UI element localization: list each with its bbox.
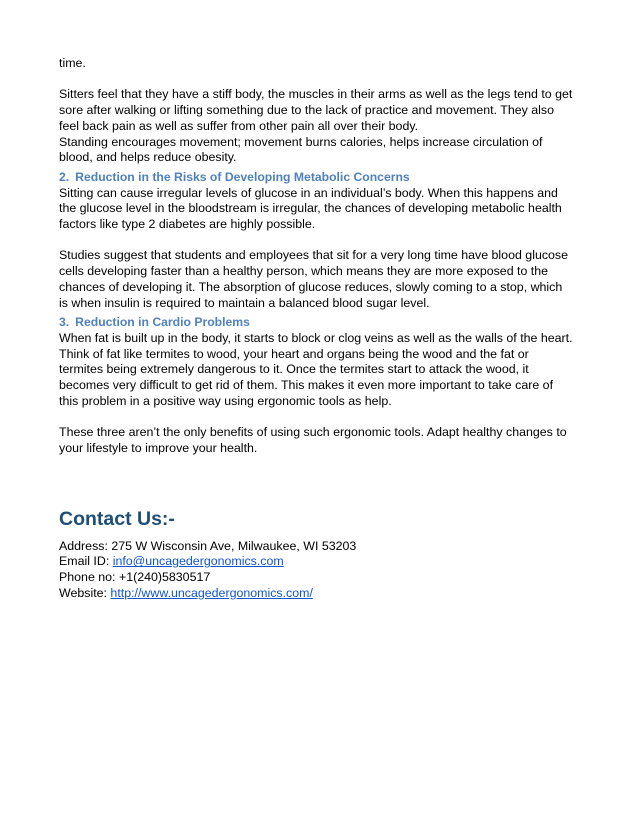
paragraph-cardio: When fat is built up in the body, it starts to block or clog veins as well as the walls of the heart. Think of fat like termites to wood, your heart and organs being the wood and the fat or termites being extremely dangerous to it. Once the termites start to attack the wood, it becomes very difficult to get rid of them. This makes it even more important to take care of this problem in a positive way using ergonomic tools as help. xyxy=(59,330,573,408)
intro-fragment: time. xyxy=(59,56,86,70)
heading-metabolic-number: 2. xyxy=(59,169,70,184)
heading-cardio-text: Reduction in Cardio Problems xyxy=(75,315,250,330)
website-label: Website: xyxy=(59,585,111,600)
address-value: 275 W Wisconsin Ave, Milwaukee, WI 53203 xyxy=(111,538,357,553)
heading-metabolic-text: Reduction in the Risks of Developing Metabolic Concerns xyxy=(75,169,410,184)
contact-address xyxy=(59,539,599,555)
paragraph-closing: These three aren’t the only benefits of using such ergonomic tools. Adapt healthy changes to your lifestyle to improve your health. xyxy=(59,425,567,455)
paragraph-sitters: Sitters feel that they have a stiff body, the muscles in their arms as well as the legs tend to get sore after walking or lifting something due to the lack of practice and movement. They also feel back pain as well as suffer from other pain all over their body. Standing encourages movement; movement burns calories, helps increase circulation of blood, and helps reduce obesity. xyxy=(59,87,573,165)
paragraph-glucose-1: Sitting can cause irregular levels of glucose in an individual’s body. When this happens and the glucose level in the bloodstream is irregular, the chances of developing metabolic health factors like type 2 diabetes are highly possible. xyxy=(59,185,562,232)
contact-details xyxy=(59,539,599,602)
contact-title: Contact Us:- xyxy=(59,507,175,530)
heading-metabolic xyxy=(59,170,599,186)
document-page xyxy=(59,56,599,601)
contact-email xyxy=(59,554,599,570)
website-link[interactable]: http://www.uncagedergonomics.com/ xyxy=(110,585,313,600)
contact-phone xyxy=(59,570,599,586)
contact-website xyxy=(59,586,599,602)
paragraph-glucose-2: Studies suggest that students and employees that sit for a very long time have blood glucose cells developing faster than a healthy person, which means they are more exposed to the chances of developing it. The absorption of glucose reduces, slowly coming to a stop, which is when insulin is required to maintain a balanced blood sugar level. xyxy=(59,248,569,310)
phone-label: Phone no: xyxy=(59,569,119,584)
heading-cardio-number: 3. xyxy=(59,315,70,330)
phone-value: +1(240)5830517 xyxy=(118,569,211,584)
email-label: Email ID: xyxy=(59,554,113,569)
email-link[interactable]: info@uncagedergonomics.com xyxy=(112,554,284,569)
heading-cardio xyxy=(59,315,599,331)
address-label: Address: xyxy=(59,538,112,553)
